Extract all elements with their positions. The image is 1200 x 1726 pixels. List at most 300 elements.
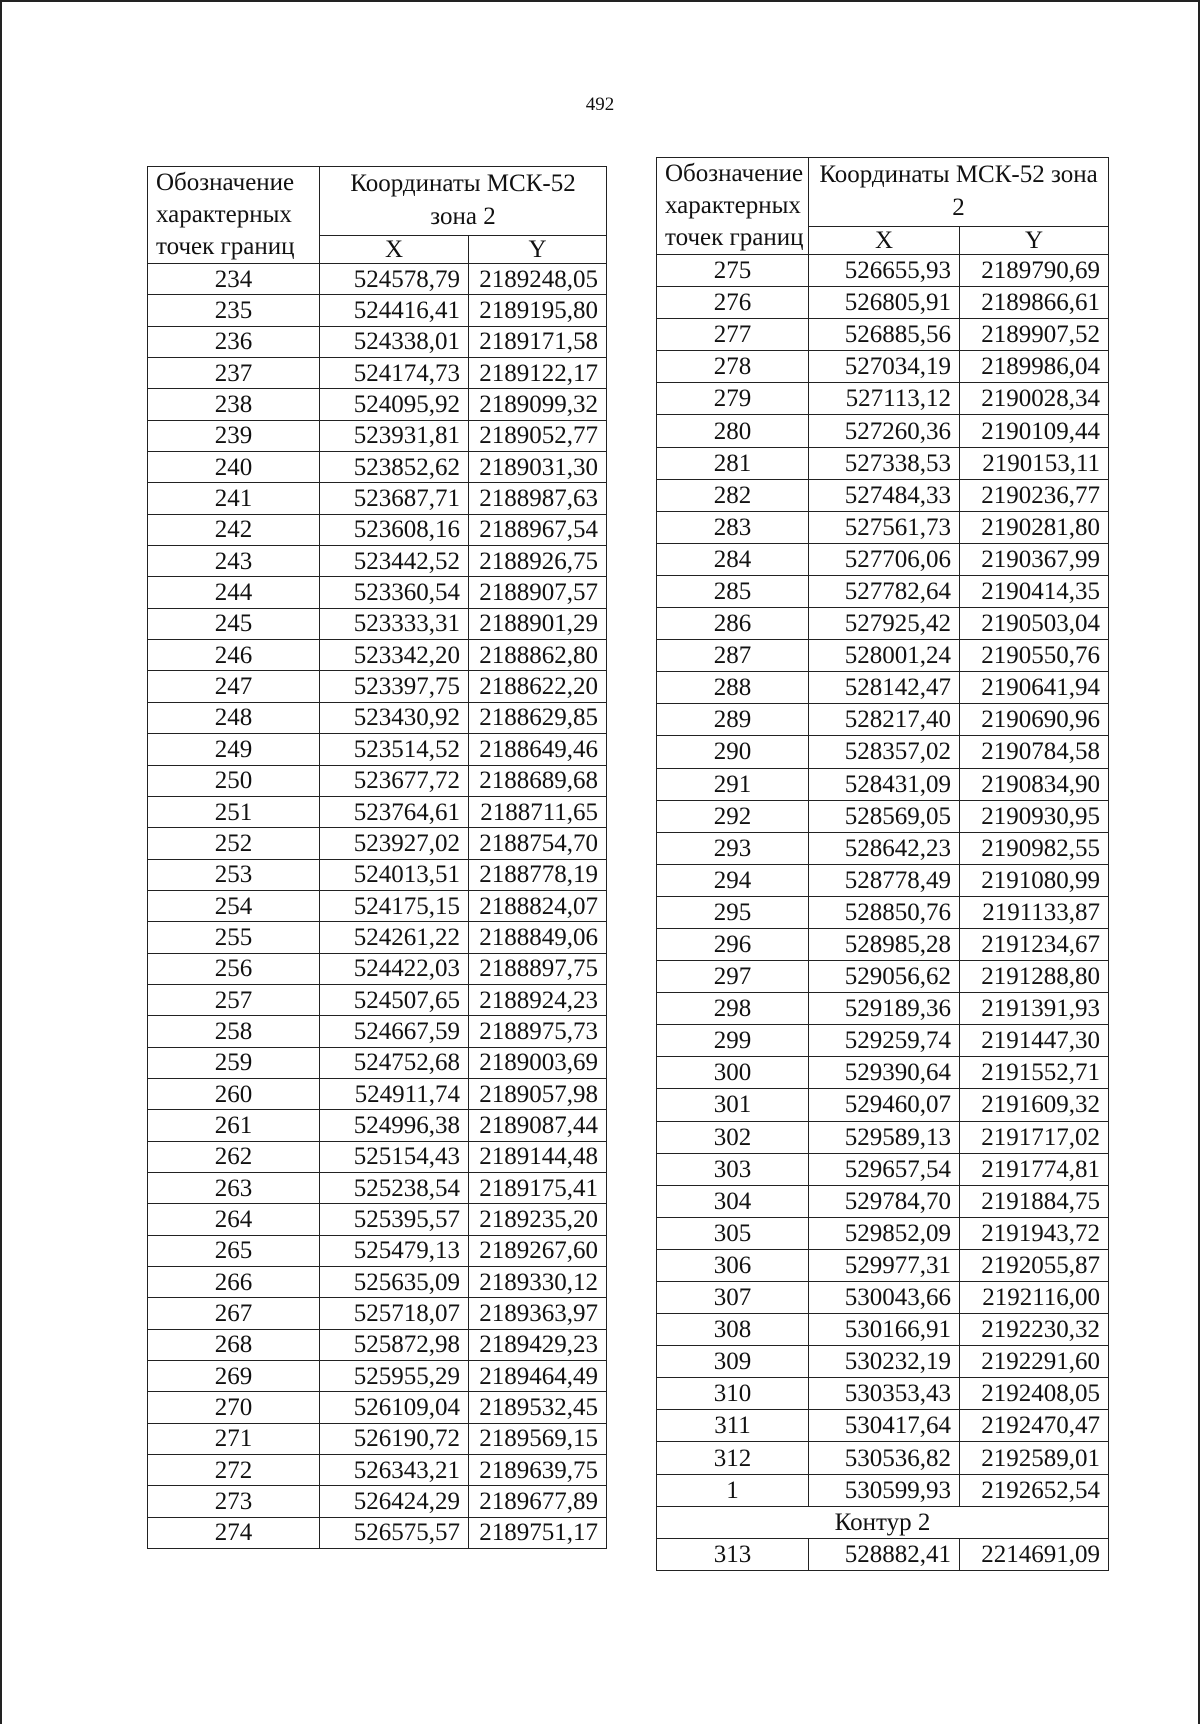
point-number: 247 (148, 671, 320, 702)
x-value: 523931,81 (320, 420, 469, 451)
x-value: 529460,07 (809, 1089, 960, 1121)
x-value: 523333,31 (320, 608, 469, 639)
x-value: 526424,29 (320, 1486, 469, 1517)
x-value: 523430,92 (320, 702, 469, 733)
point-number: 234 (148, 264, 320, 295)
table-row (148, 702, 607, 733)
x-header: X (320, 236, 469, 264)
point-number: 252 (148, 828, 320, 859)
table-row (657, 1538, 1109, 1570)
y-value: 2188754,70 (469, 828, 607, 859)
y-value: 2191447,30 (960, 1025, 1109, 1057)
y-value: 2190834,90 (960, 768, 1109, 800)
point-number: 258 (148, 1016, 320, 1047)
y-value: 2189144,48 (469, 1141, 607, 1172)
x-value: 530166,91 (809, 1314, 960, 1346)
point-number: 303 (657, 1153, 809, 1185)
left-table-body (148, 264, 607, 1549)
table-row (657, 736, 1109, 768)
y-value: 2191884,75 (960, 1185, 1109, 1217)
x-value: 529852,09 (809, 1217, 960, 1249)
x-value: 530599,93 (809, 1474, 960, 1506)
coordinates-table-left (147, 166, 607, 1549)
y-value: 2192470,47 (960, 1410, 1109, 1442)
point-number: 251 (148, 796, 320, 827)
table-row (657, 1282, 1109, 1314)
point-number: 256 (148, 953, 320, 984)
y-value: 2190641,94 (960, 672, 1109, 704)
point-number: 295 (657, 896, 809, 928)
point-number: 266 (148, 1267, 320, 1298)
y-value: 2188629,85 (469, 702, 607, 733)
point-number: 235 (148, 295, 320, 326)
y-value: 2188907,57 (469, 577, 607, 608)
point-number: 242 (148, 514, 320, 545)
point-number: 240 (148, 452, 320, 483)
x-value: 528778,49 (809, 864, 960, 896)
x-value: 528850,76 (809, 896, 960, 928)
coordinates-header (809, 158, 1109, 227)
point-number: 302 (657, 1121, 809, 1153)
y-value: 2189057,98 (469, 1078, 607, 1109)
y-value: 2188901,29 (469, 608, 607, 639)
point-number: 280 (657, 415, 809, 447)
x-value: 524422,03 (320, 953, 469, 984)
point-number: 264 (148, 1204, 320, 1235)
y-value: 2189099,32 (469, 389, 607, 420)
point-number: 272 (148, 1455, 320, 1486)
y-value: 2192408,05 (960, 1378, 1109, 1410)
point-number: 301 (657, 1089, 809, 1121)
x-value: 526109,04 (320, 1392, 469, 1423)
point-number: 289 (657, 704, 809, 736)
y-value: 2191133,87 (960, 896, 1109, 928)
x-value: 528001,24 (809, 640, 960, 672)
x-value: 529589,13 (809, 1121, 960, 1153)
x-value: 526885,56 (809, 319, 960, 351)
y-value: 2189363,97 (469, 1298, 607, 1329)
table-row (148, 1172, 607, 1203)
point-number: 265 (148, 1235, 320, 1266)
table-row (148, 483, 607, 514)
point-number: 287 (657, 640, 809, 672)
y-value: 2191943,72 (960, 1217, 1109, 1249)
table-row (657, 1089, 1109, 1121)
x-value: 525238,54 (320, 1172, 469, 1203)
table-row (148, 796, 607, 827)
point-number: 300 (657, 1057, 809, 1089)
point-number: 263 (148, 1172, 320, 1203)
table-row (148, 671, 607, 702)
point-number: 291 (657, 768, 809, 800)
x-value: 523764,61 (320, 796, 469, 827)
table-row (148, 953, 607, 984)
coordinates-header (320, 167, 607, 236)
table-row (148, 1298, 607, 1329)
table-row (148, 1423, 607, 1454)
table-row (148, 1204, 607, 1235)
table-row (657, 640, 1109, 672)
table-row (657, 928, 1109, 960)
y-value: 2190784,58 (960, 736, 1109, 768)
y-value: 2192291,60 (960, 1346, 1109, 1378)
table-row (148, 1078, 607, 1109)
x-value: 529189,36 (809, 993, 960, 1025)
table-row (148, 1329, 607, 1360)
y-value: 2191080,99 (960, 864, 1109, 896)
x-value: 524507,65 (320, 984, 469, 1015)
y-value: 2190414,35 (960, 575, 1109, 607)
table-row (657, 896, 1109, 928)
point-number: 290 (657, 736, 809, 768)
point-number: 292 (657, 800, 809, 832)
table-row (148, 1047, 607, 1078)
point-number: 276 (657, 287, 809, 319)
table-row (148, 326, 607, 357)
x-value: 525154,43 (320, 1141, 469, 1172)
x-value: 529657,54 (809, 1153, 960, 1185)
x-value: 528431,09 (809, 768, 960, 800)
y-value: 2189031,30 (469, 452, 607, 483)
point-number: 304 (657, 1185, 809, 1217)
point-number: 254 (148, 890, 320, 921)
point-number: 238 (148, 389, 320, 420)
x-value: 524013,51 (320, 859, 469, 890)
y-value: 2192116,00 (960, 1282, 1109, 1314)
table-row (148, 546, 607, 577)
contour-label: Контур 2 (657, 1506, 1109, 1538)
table-row (657, 768, 1109, 800)
point-number: 241 (148, 483, 320, 514)
x-value: 530536,82 (809, 1442, 960, 1474)
x-value: 526805,91 (809, 287, 960, 319)
point-number: 260 (148, 1078, 320, 1109)
point-number: 267 (148, 1298, 320, 1329)
y-value: 2189866,61 (960, 287, 1109, 319)
point-number: 313 (657, 1538, 809, 1570)
point-number: 237 (148, 358, 320, 389)
y-value: 2190109,44 (960, 415, 1109, 447)
x-value: 527338,53 (809, 447, 960, 479)
table-row (148, 1235, 607, 1266)
y-value: 2190153,11 (960, 447, 1109, 479)
table-row (657, 287, 1109, 319)
point-number: 273 (148, 1486, 320, 1517)
table-row (148, 1392, 607, 1423)
x-value: 525635,09 (320, 1267, 469, 1298)
table-row (657, 1121, 1109, 1153)
table-row (148, 1267, 607, 1298)
table-row (657, 1474, 1109, 1506)
point-number: 294 (657, 864, 809, 896)
y-value: 2190028,34 (960, 383, 1109, 415)
y-value: 2189790,69 (960, 255, 1109, 287)
x-header: X (809, 227, 960, 255)
y-value: 2189175,41 (469, 1172, 607, 1203)
y-value: 2190236,77 (960, 479, 1109, 511)
table-row (148, 1517, 607, 1548)
x-value: 524338,01 (320, 326, 469, 357)
point-number: 239 (148, 420, 320, 451)
x-value: 523360,54 (320, 577, 469, 608)
x-value: 524095,92 (320, 389, 469, 420)
point-number: 285 (657, 575, 809, 607)
x-value: 530043,66 (809, 1282, 960, 1314)
x-value: 524174,73 (320, 358, 469, 389)
table-row (657, 1378, 1109, 1410)
table-row (657, 1025, 1109, 1057)
x-value: 527925,42 (809, 608, 960, 640)
designation-header (148, 167, 320, 264)
x-value: 524416,41 (320, 295, 469, 326)
table-row (148, 859, 607, 890)
table-row (657, 479, 1109, 511)
point-number: 257 (148, 984, 320, 1015)
table-row (148, 608, 607, 639)
point-number: 248 (148, 702, 320, 733)
x-value: 526575,57 (320, 1517, 469, 1548)
y-value: 2192652,54 (960, 1474, 1109, 1506)
point-number: 261 (148, 1110, 320, 1141)
x-value: 525479,13 (320, 1235, 469, 1266)
table-row (657, 1314, 1109, 1346)
y-value: 2189087,44 (469, 1110, 607, 1141)
table-row (657, 704, 1109, 736)
point-number: 259 (148, 1047, 320, 1078)
x-value: 524996,38 (320, 1110, 469, 1141)
x-value: 528357,02 (809, 736, 960, 768)
y-value: 2189677,89 (469, 1486, 607, 1517)
x-value: 524175,15 (320, 890, 469, 921)
table-row (148, 828, 607, 859)
x-value: 529977,31 (809, 1249, 960, 1281)
x-value: 523927,02 (320, 828, 469, 859)
point-number: 253 (148, 859, 320, 890)
x-value: 526343,21 (320, 1455, 469, 1486)
table-row (657, 351, 1109, 383)
y-value: 2190930,95 (960, 800, 1109, 832)
point-number: 306 (657, 1249, 809, 1281)
x-value: 523342,20 (320, 640, 469, 671)
y-value: 2189122,17 (469, 358, 607, 389)
point-number: 308 (657, 1314, 809, 1346)
y-value: 2189986,04 (960, 351, 1109, 383)
point-number: 270 (148, 1392, 320, 1423)
x-value: 523687,71 (320, 483, 469, 514)
table-row (657, 800, 1109, 832)
point-number: 246 (148, 640, 320, 671)
point-number: 307 (657, 1282, 809, 1314)
y-value: 2188622,20 (469, 671, 607, 702)
y-value: 2191774,81 (960, 1153, 1109, 1185)
y-value: 2189569,15 (469, 1423, 607, 1454)
table-row (657, 1185, 1109, 1217)
table-row (657, 961, 1109, 993)
y-value: 2188967,54 (469, 514, 607, 545)
table-row (657, 575, 1109, 607)
table-row (148, 890, 607, 921)
table-row (148, 765, 607, 796)
point-number: 312 (657, 1442, 809, 1474)
x-value: 529259,74 (809, 1025, 960, 1057)
page-number: 492 (585, 94, 615, 115)
y-value: 2188689,68 (469, 765, 607, 796)
point-number: 281 (657, 447, 809, 479)
x-value: 530417,64 (809, 1410, 960, 1442)
x-value: 529390,64 (809, 1057, 960, 1089)
table-row (148, 452, 607, 483)
x-value: 526190,72 (320, 1423, 469, 1454)
y-value: 2189330,12 (469, 1267, 607, 1298)
x-value: 528217,40 (809, 704, 960, 736)
x-value: 524911,74 (320, 1078, 469, 1109)
point-number: 268 (148, 1329, 320, 1360)
y-value: 2188824,07 (469, 890, 607, 921)
y-value: 2189195,80 (469, 295, 607, 326)
point-number: 279 (657, 383, 809, 415)
table-row (657, 1057, 1109, 1089)
y-value: 2189248,05 (469, 264, 607, 295)
x-value: 523397,75 (320, 671, 469, 702)
x-value: 529784,70 (809, 1185, 960, 1217)
x-value: 527782,64 (809, 575, 960, 607)
contour-row (657, 1506, 1109, 1538)
point-number: 286 (657, 608, 809, 640)
point-number: 244 (148, 577, 320, 608)
x-value: 524261,22 (320, 922, 469, 953)
table-row (148, 1110, 607, 1141)
y-value: 2188987,63 (469, 483, 607, 514)
table-row (657, 864, 1109, 896)
table-row (657, 1217, 1109, 1249)
coordinates-table-right (656, 157, 1109, 1571)
point-number: 275 (657, 255, 809, 287)
table-row (657, 1249, 1109, 1281)
y-value: 2190367,99 (960, 543, 1109, 575)
x-value: 530353,43 (809, 1378, 960, 1410)
y-value: 2189171,58 (469, 326, 607, 357)
x-value: 527034,19 (809, 351, 960, 383)
table-row (148, 1361, 607, 1392)
y-value: 2190690,96 (960, 704, 1109, 736)
table-row (657, 1410, 1109, 1442)
table-row (148, 640, 607, 671)
point-number: 283 (657, 511, 809, 543)
x-value: 527484,33 (809, 479, 960, 511)
y-value: 2190281,80 (960, 511, 1109, 543)
x-value: 524752,68 (320, 1047, 469, 1078)
point-number: 262 (148, 1141, 320, 1172)
designation-header-text: Обозначение характерных точек границ (156, 169, 295, 260)
table-row (657, 255, 1109, 287)
y-value: 2189639,75 (469, 1455, 607, 1486)
point-number: 298 (657, 993, 809, 1025)
x-value: 524667,59 (320, 1016, 469, 1047)
y-value: 2192055,87 (960, 1249, 1109, 1281)
x-value: 528882,41 (809, 1538, 960, 1570)
x-value: 528642,23 (809, 832, 960, 864)
point-number: 269 (148, 1361, 320, 1392)
table-row (657, 415, 1109, 447)
x-value: 525955,29 (320, 1361, 469, 1392)
table-row (148, 1486, 607, 1517)
point-number: 297 (657, 961, 809, 993)
table-row (657, 1153, 1109, 1185)
table-row (148, 295, 607, 326)
point-number: 299 (657, 1025, 809, 1057)
y-value: 2188924,23 (469, 984, 607, 1015)
y-value: 2188711,65 (469, 796, 607, 827)
table-row (148, 1455, 607, 1486)
point-number: 311 (657, 1410, 809, 1442)
y-value: 2192230,32 (960, 1314, 1109, 1346)
y-value: 2190982,55 (960, 832, 1109, 864)
y-header: Y (960, 227, 1109, 255)
point-number: 305 (657, 1217, 809, 1249)
table-row (657, 447, 1109, 479)
y-value: 2189235,20 (469, 1204, 607, 1235)
y-value: 2191609,32 (960, 1089, 1109, 1121)
x-value: 528142,47 (809, 672, 960, 704)
y-value: 2191391,93 (960, 993, 1109, 1025)
x-value: 523514,52 (320, 734, 469, 765)
point-number: 271 (148, 1423, 320, 1454)
table-row (148, 734, 607, 765)
table-row (657, 832, 1109, 864)
point-number: 296 (657, 928, 809, 960)
x-value: 527113,12 (809, 383, 960, 415)
y-value: 2188897,75 (469, 953, 607, 984)
y-value: 2189003,69 (469, 1047, 607, 1078)
x-value: 525718,07 (320, 1298, 469, 1329)
y-value: 2188849,06 (469, 922, 607, 953)
y-value: 2189751,17 (469, 1517, 607, 1548)
right-table-body (657, 255, 1109, 1571)
table-row (148, 389, 607, 420)
table-row (148, 577, 607, 608)
y-value: 2188862,80 (469, 640, 607, 671)
x-value: 525395,57 (320, 1204, 469, 1235)
table-row (148, 922, 607, 953)
x-value: 525872,98 (320, 1329, 469, 1360)
designation-header-text: Обозначение характерных точек границ (665, 160, 804, 251)
table-row (148, 1141, 607, 1172)
table-row (148, 264, 607, 295)
y-value: 2188975,73 (469, 1016, 607, 1047)
x-value: 530232,19 (809, 1346, 960, 1378)
y-value: 2189532,45 (469, 1392, 607, 1423)
y-value: 2191717,02 (960, 1121, 1109, 1153)
point-number: 278 (657, 351, 809, 383)
x-value: 523442,52 (320, 546, 469, 577)
y-value: 2188778,19 (469, 859, 607, 890)
x-value: 527561,73 (809, 511, 960, 543)
table-row (148, 420, 607, 451)
point-number: 255 (148, 922, 320, 953)
x-value: 527260,36 (809, 415, 960, 447)
designation-header (657, 158, 809, 255)
y-header: Y (469, 236, 607, 264)
table-row (657, 993, 1109, 1025)
point-number: 236 (148, 326, 320, 357)
x-value: 524578,79 (320, 264, 469, 295)
x-value: 526655,93 (809, 255, 960, 287)
y-value: 2190550,76 (960, 640, 1109, 672)
x-value: 523677,72 (320, 765, 469, 796)
table-row (657, 1346, 1109, 1378)
coordinates-header-text: Координаты МСК-52 зона 2 (819, 161, 1098, 221)
y-value: 2189907,52 (960, 319, 1109, 351)
